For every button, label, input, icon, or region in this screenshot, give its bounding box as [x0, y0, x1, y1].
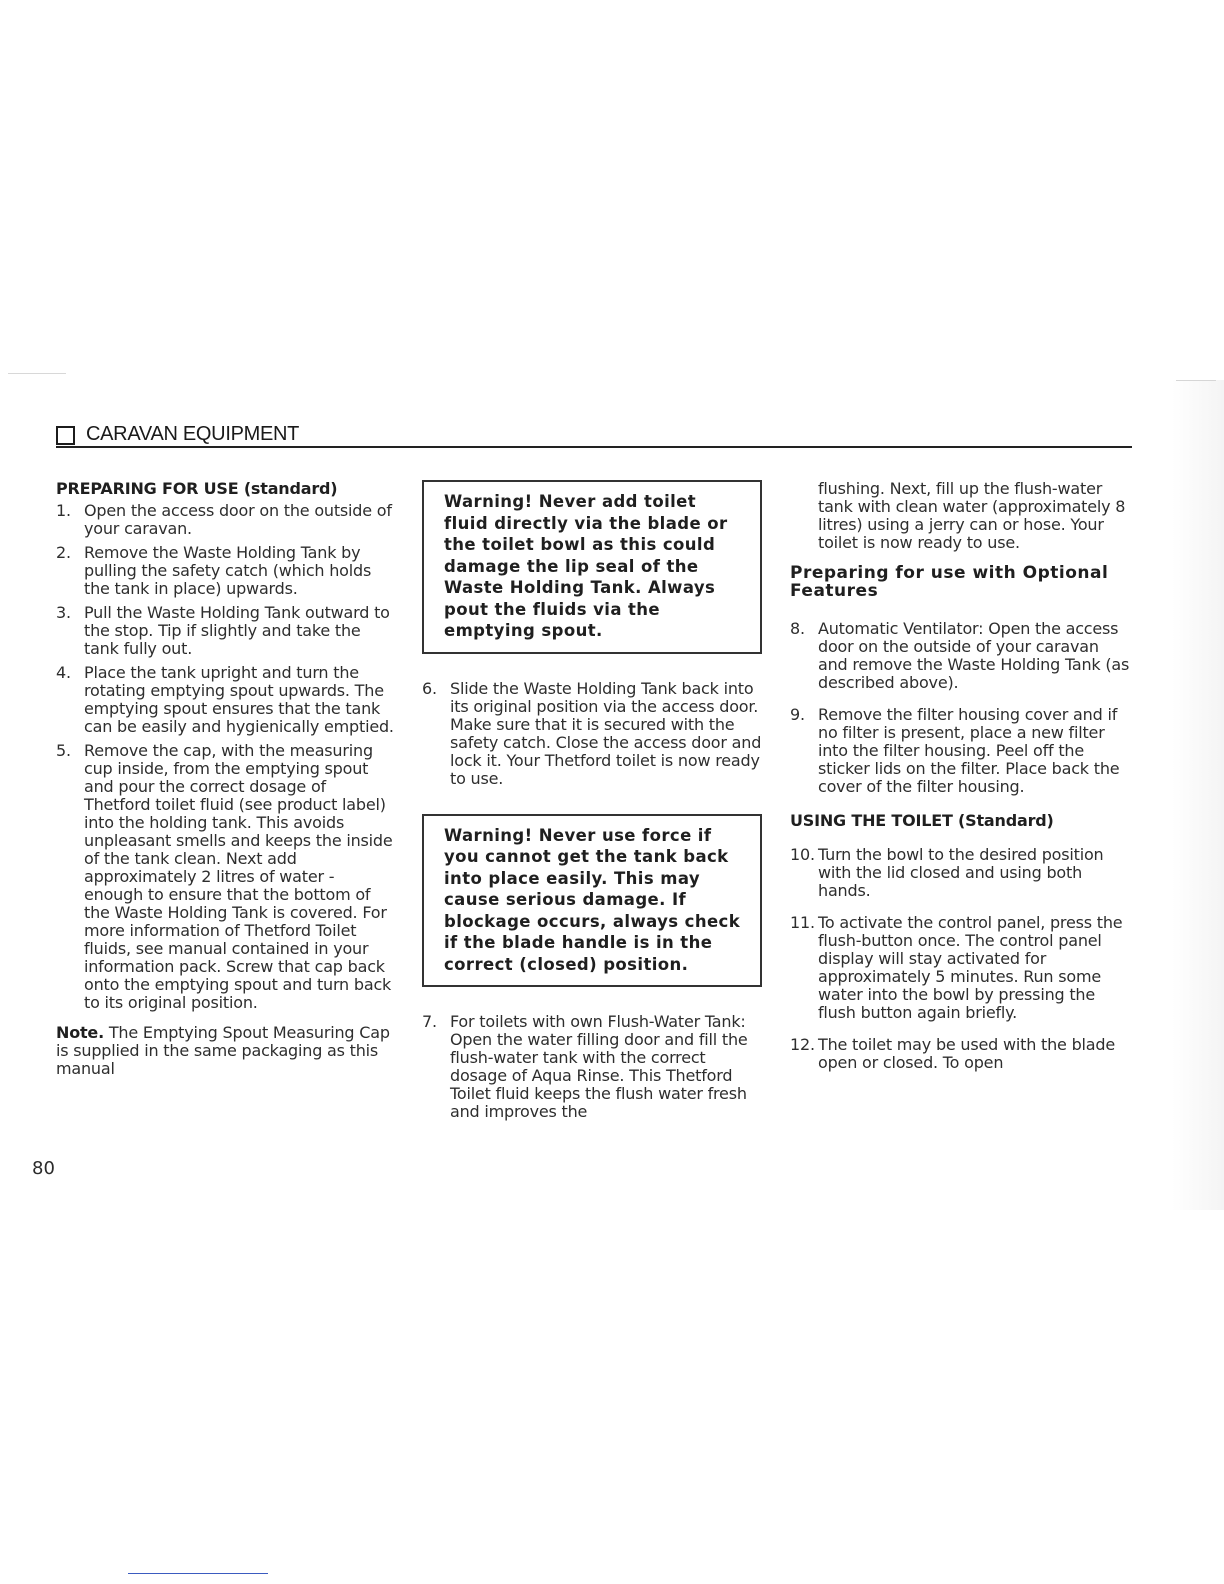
item-text: Remove the Waste Holding Tank by pulling the safety catch (which holds the tank in place) upwards. — [84, 543, 372, 598]
item-text: Open the access door on the outside of your caravan. — [84, 501, 392, 538]
item-text: Place the tank upright and turn the rotating emptying spout upwards. The emptying spout ensures that the tank can be easily and hygienically emptied. — [84, 663, 394, 736]
warning-box-fluid: Warning! Never add toilet fluid directly via the blade or the toilet bowl as this could damage the lip seal of the Waste Holding Tank. Always pout the fluids via the emptying spout. — [422, 480, 762, 654]
warning-box-force: Warning! Never use force if you cannot get the tank back into place easily. This may cause serious damage. If blockage occurs, always check if the blade handle is in the correct (closed) position. — [422, 814, 762, 988]
item-number: 7. — [422, 1012, 437, 1031]
list-item — [56, 544, 396, 598]
list-item — [790, 620, 1130, 692]
column-left — [56, 480, 396, 1078]
list-item — [56, 664, 396, 736]
item-number: 2. — [56, 543, 71, 562]
continuation-text: flushing. Next, fill up the flush-water tank with clean water (approximately 8 litres) using a jerry can or hose. Your toilet is now ready to use. — [818, 479, 1126, 552]
heading-using-the-toilet: USING THE TOILET (Standard) — [790, 811, 1054, 830]
item-number: 4. — [56, 663, 71, 682]
item-text: Pull the Waste Holding Tank outward to the stop. Tip if slightly and take the tank fully out. — [84, 603, 390, 658]
scan-edge-shadow — [1172, 380, 1224, 1210]
item-text: Remove the filter housing cover and if no filter is present, place a new filter into the filter housing. Peel off the sticker lids on the filter. Place back the cover of the filter housing. — [818, 705, 1120, 796]
heading-optional-features: Preparing for use with Optional Features — [790, 563, 1109, 601]
section-title: CARAVAN EQUIPMENT — [86, 423, 300, 445]
list-item — [790, 914, 1130, 1022]
item-text: Automatic Ventilator: Open the access door on the outside of your caravan and remove the Waste Holding Tank (as described above). — [818, 619, 1130, 692]
item-number: 12. — [790, 1035, 815, 1054]
scan-artifact-line — [1176, 380, 1216, 381]
column-right — [790, 480, 1130, 1078]
item-text: Slide the Waste Holding Tank back into its original position via the access door. Make sure that it is secured with the safety catch. Close the access door and lock it. Your Thetford toilet is now ready to use. — [450, 678, 762, 788]
note-label: Note. — [56, 1023, 104, 1042]
item-number: 9. — [790, 705, 805, 724]
list-item — [56, 604, 396, 658]
checkbox-square-icon — [56, 426, 75, 445]
list-item — [56, 742, 396, 1012]
item-number: 6. — [422, 678, 437, 698]
item-text: For toilets with own Flush-Water Tank: Open the water filling door and fill the flush-water tank with the correct dosage of Aqua Rinse. This Thetford Toilet fluid keeps the flush water fresh and improves the — [450, 1012, 748, 1121]
item-number: 11. — [790, 913, 815, 932]
list-item — [56, 502, 396, 538]
note — [56, 1024, 396, 1078]
note-text: The Emptying Spout Measuring Cap is supplied in the same packaging as this manual — [56, 1023, 390, 1078]
item-number: 1. — [56, 501, 71, 520]
item-number: 3. — [56, 603, 71, 622]
list-item — [790, 846, 1130, 900]
item-number: 10. — [790, 845, 815, 864]
list-item — [790, 1036, 1130, 1072]
section-header — [56, 423, 1132, 449]
header-rule — [56, 446, 1132, 448]
item-text: The toilet may be used with the blade open or closed. To open — [818, 1035, 1115, 1072]
item-number: 5. — [56, 741, 71, 760]
item-text: To activate the control panel, press the flush-button once. The control panel display will stay activated for approximately 5 minutes. Run some water into the bowl by pressing the flush button again briefly. — [818, 913, 1123, 1022]
item-number: 8. — [790, 619, 805, 638]
scan-artifact-line — [8, 373, 66, 374]
list-item — [422, 680, 764, 788]
scan-artifact-underline — [128, 1573, 268, 1574]
heading-preparing-for-use: PREPARING FOR USE (standard) — [56, 479, 338, 498]
list-item — [790, 706, 1130, 796]
item-text: Remove the cap, with the measuring cup inside, from the emptying spout and pour the correct dosage of Thetford toilet fluid (see product label) into the holding tank. This avoids unpleasant smells and keeps the inside of the tank clean. Next add approximately 2 litres of water - enough to ensure that the bottom of the Waste Holding Tank is covered. For more information of Thetford Toilet fluids, see manual contained in your information pack. Screw that cap back onto the emptying spout and turn back to its original position. — [84, 741, 393, 1012]
column-middle — [422, 480, 764, 1127]
page-number: 80 — [32, 1158, 55, 1179]
list-item — [422, 1013, 764, 1121]
item-text: Turn the bowl to the desired position with the lid closed and using both hands. — [818, 845, 1104, 900]
